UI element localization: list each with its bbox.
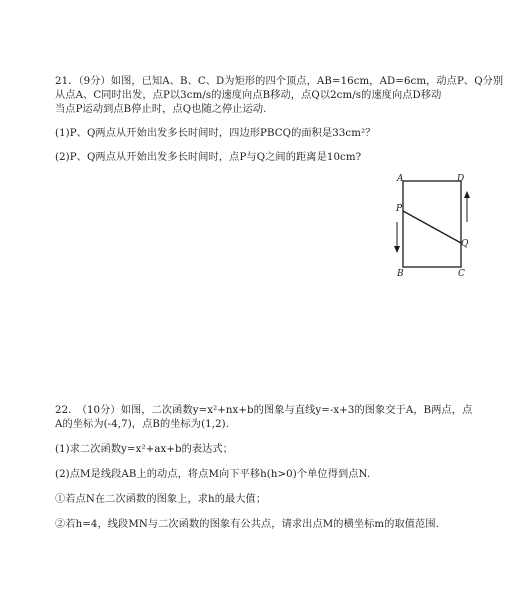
q22-part2: (2)点M是线段AB上的动点，将点M向下平移h(h>0)个单位得到点N. <box>55 469 371 480</box>
segment-pq <box>403 211 461 243</box>
label-q: Q <box>461 239 469 249</box>
label-d: D <box>457 174 465 184</box>
label-c: C <box>458 269 465 279</box>
label-b: B <box>397 269 404 279</box>
arrow-p-head <box>394 246 400 253</box>
q22-sub2: ②若h=4，线段MN与二次函数的图象有公共点，请求出点M的横坐标m的取值范围. <box>55 519 439 530</box>
rectangle-abcd <box>403 181 461 267</box>
q21-line3: 当点P运动到点B停止时，点Q也随之停止运动. <box>55 104 267 115</box>
q21-part1: (1)P、Q两点从开始出发多长时间时，四边形PBCQ的面积是33cm²？ <box>55 128 376 139</box>
q22-line1: 22. （10分）如图，二次函数y=x²+nx+b的图象与直线y=-x+3的图象交于A，B两点，点 <box>55 405 473 416</box>
label-p: P <box>396 204 403 214</box>
q22-part1: (1)求二次函数y=x²+ax+b的表达式； <box>55 444 234 455</box>
label-a: A <box>397 174 404 184</box>
q22-sub1: ①若点N在二次函数的图象上，求h的最大值； <box>55 494 267 505</box>
q22-line2: A的坐标为(-4,7)，点B的坐标为(1,2). <box>55 419 230 430</box>
q21-line2: 从点A、C同时出发，点P以3cm/s的速度向点B移动，点Q以2cm/s的速度向点D移动 <box>55 90 442 101</box>
q21-part2: (2)P、Q两点从开始出发多长时间时，点P与Q之间的距离是10cm? <box>55 152 362 163</box>
arrow-q-head <box>464 191 470 198</box>
q21-line1: 21．（9分）如图，已知A、B、C、D为矩形的四个顶点，AB=16cm，AD=6cm，动点P、Q分别 <box>55 76 504 87</box>
